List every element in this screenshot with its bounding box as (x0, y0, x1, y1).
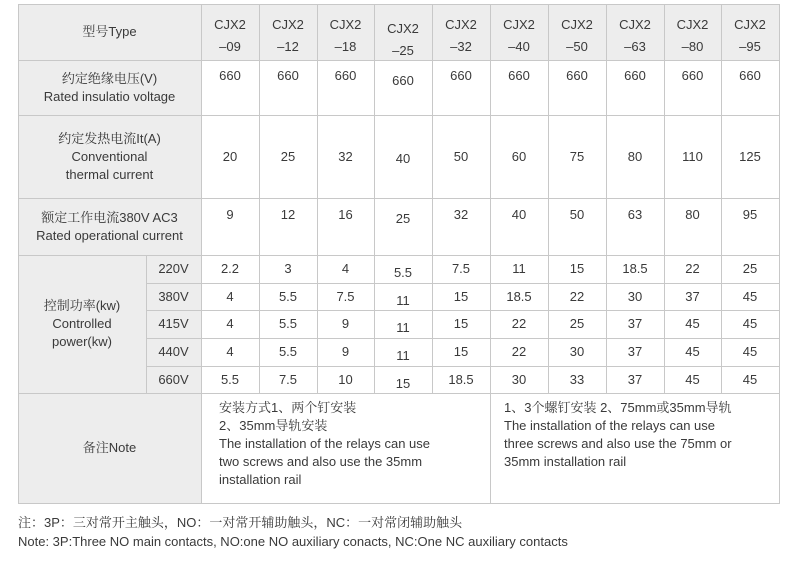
value-cell: 32 (453, 207, 469, 222)
value-cell: 75 (569, 148, 585, 164)
model-header (432, 4, 490, 60)
value-cell: 63 (627, 207, 643, 222)
note-left-line: The installation of the relays can use (219, 436, 431, 451)
value-cell: 30 (569, 344, 585, 359)
note-right-line: The installation of the relays can use (504, 418, 716, 433)
row-label-voltage (18, 60, 201, 115)
grid-line (721, 4, 722, 394)
label-en: thermal current (65, 166, 154, 182)
grid-line (606, 4, 607, 394)
model-header (548, 4, 606, 60)
value-cell: 660 (219, 68, 241, 83)
grid-line (146, 283, 780, 284)
value-cell: 11 (512, 261, 526, 276)
note-left-line: two screws and also use the 35mm (219, 454, 423, 469)
footnote-cn: 注：3P：三对常开主触头，NO：一对常开辅助触头，NC：一对常闭辅助触头 (18, 515, 463, 530)
model-suffix: –18 (334, 39, 357, 54)
label-en: Controlled (52, 316, 112, 331)
footnote-en: Note: 3P:Three NO main contacts, NO:one NO auxiliary conacts, NC:One NC auxiliary contacts (18, 534, 568, 549)
label-cn: 控制功率(kw) (43, 298, 121, 313)
value-cell: 18.5 (622, 261, 648, 276)
grid-line (201, 393, 202, 504)
model-header (317, 4, 374, 60)
value-cell: 660 (566, 68, 588, 83)
value-cell: 45 (685, 316, 700, 331)
value-cell: 3 (284, 261, 292, 276)
note-right-line: 1、3个螺钉安装 2、75mm或35mm导轨 (504, 400, 732, 415)
note-label: 备注Note (82, 440, 137, 455)
value-cell: 12 (280, 207, 296, 222)
value-cell: 660 (392, 73, 414, 88)
value-cell: 4 (226, 344, 234, 359)
value-cell: 45 (742, 288, 758, 304)
grid-line (259, 4, 260, 394)
value-cell: 25 (395, 211, 411, 226)
model-header (606, 4, 664, 60)
model-header (201, 4, 259, 60)
value-cell: 15 (569, 261, 585, 276)
value-cell: 660 (624, 68, 646, 83)
label-en: Conventional (71, 148, 148, 164)
value-cell: 80 (627, 148, 643, 164)
model-suffix: –12 (277, 39, 299, 54)
label-en: power(kw) (52, 334, 112, 349)
grid-line (432, 4, 433, 394)
power-voltage-label: 660V (158, 371, 189, 387)
grid-line (18, 115, 780, 116)
value-cell: 40 (395, 150, 411, 166)
grid-line (779, 4, 780, 504)
model-prefix: CJX2 (272, 17, 304, 32)
value-cell: 25 (280, 148, 296, 164)
value-cell: 37 (627, 316, 643, 331)
model-header (664, 4, 721, 60)
note-left-line: 2、35mm导轨安装 (219, 418, 328, 433)
value-cell: 7.5 (336, 288, 355, 304)
value-cell: 30 (511, 371, 527, 387)
value-cell: 20 (222, 148, 238, 164)
value-cell: 2.2 (220, 261, 240, 276)
value-cell: 80 (685, 207, 700, 222)
value-cell: 22 (511, 344, 527, 359)
value-cell: 11 (396, 348, 410, 363)
model-prefix: CJX2 (619, 17, 651, 32)
grid-line (490, 393, 491, 504)
value-cell: 22 (569, 288, 585, 304)
value-cell: 25 (742, 261, 758, 276)
model-prefix: CJX2 (329, 17, 362, 32)
row-label-operational (18, 198, 201, 255)
value-cell: 11 (396, 292, 410, 308)
grid-line (548, 4, 549, 394)
model-header (259, 4, 317, 60)
value-cell: 5.5 (393, 265, 413, 280)
note-left (219, 393, 490, 503)
model-suffix: –95 (739, 39, 761, 54)
grid-line (18, 4, 19, 504)
value-cell: 37 (627, 371, 643, 387)
value-cell: 37 (627, 344, 643, 359)
value-cell: 30 (627, 288, 643, 304)
value-cell: 18.5 (506, 288, 532, 304)
value-cell: 50 (569, 207, 585, 222)
value-cell: 95 (742, 207, 758, 222)
model-suffix: –32 (450, 39, 472, 54)
model-header (490, 4, 548, 60)
grid-line (18, 503, 780, 504)
value-cell: 110 (682, 148, 703, 164)
note-left-line: installation rail (219, 472, 302, 487)
value-cell: 660 (450, 68, 472, 83)
value-cell: 45 (742, 316, 758, 331)
value-cell: 25 (569, 316, 585, 331)
grid-line (664, 4, 665, 394)
value-cell: 22 (685, 261, 700, 276)
model-prefix: CJX2 (387, 21, 419, 36)
value-cell: 5.5 (278, 316, 298, 331)
value-cell: 15 (453, 288, 469, 304)
note-right-line: 35mm installation rail (504, 454, 627, 469)
value-cell: 16 (338, 207, 353, 222)
value-cell: 15 (453, 316, 469, 331)
value-cell: 7.5 (451, 261, 471, 276)
grid-line (18, 255, 780, 256)
model-suffix: –25 (392, 43, 414, 58)
power-voltage-label: 415V (158, 316, 189, 331)
grid-line (317, 4, 318, 394)
note-right-line: three screws and also use the 75mm or (504, 436, 732, 451)
value-cell: 45 (685, 344, 700, 359)
grid-line (146, 366, 780, 367)
row-label-power (18, 255, 146, 393)
value-cell: 50 (453, 148, 469, 164)
value-cell: 660 (508, 68, 530, 83)
value-cell: 660 (277, 68, 299, 83)
value-cell: 10 (338, 371, 353, 387)
model-prefix: CJX2 (734, 17, 766, 32)
value-cell: 125 (739, 148, 761, 164)
power-voltage-label: 220V (158, 261, 189, 276)
value-cell: 22 (511, 316, 527, 331)
model-suffix: –50 (566, 39, 588, 54)
model-header (374, 4, 432, 60)
value-cell: 45 (742, 344, 758, 359)
model-prefix: CJX2 (445, 17, 477, 32)
value-cell: 660 (739, 68, 761, 83)
value-cell: 40 (511, 207, 527, 222)
grid-line (490, 4, 491, 394)
label-cn: 约定发热电流It(A) (58, 130, 161, 146)
value-cell: 660 (334, 68, 357, 83)
value-cell: 5.5 (278, 288, 298, 304)
model-prefix: CJX2 (676, 17, 709, 32)
value-cell: 9 (341, 344, 350, 359)
power-voltage-label: 380V (158, 288, 189, 304)
value-cell: 9 (341, 316, 350, 331)
value-cell: 4 (226, 288, 234, 304)
model-suffix: –63 (624, 39, 646, 54)
grid-line (18, 60, 780, 61)
value-cell: 45 (685, 371, 700, 387)
value-cell: 15 (395, 375, 411, 391)
note-right (504, 393, 779, 503)
value-cell: 5.5 (278, 344, 298, 359)
grid-line (146, 255, 147, 394)
value-cell: 32 (338, 148, 353, 164)
model-suffix: –40 (508, 39, 530, 54)
note-left-line: 安装方式1、两个钉安装 (219, 400, 357, 415)
label-cn: 约定绝缘电压(V) (61, 70, 158, 86)
value-cell: 60 (511, 148, 527, 164)
row-label-thermal (18, 115, 201, 198)
grid-line (18, 393, 780, 394)
model-prefix: CJX2 (503, 17, 535, 32)
value-cell: 7.5 (278, 371, 298, 387)
value-cell: 4 (226, 316, 234, 331)
grid-line (18, 4, 780, 5)
value-cell: 660 (681, 68, 704, 83)
value-cell: 15 (453, 344, 469, 359)
label-cn: 额定工作电流380V AC3 (41, 209, 178, 225)
model-header (721, 4, 779, 60)
grid-line (146, 338, 780, 339)
type-label: 型号Type (82, 24, 137, 39)
value-cell: 37 (685, 288, 700, 304)
model-suffix: –80 (681, 39, 704, 54)
label-en: Rated insulatio voltage (43, 88, 176, 104)
value-cell: 33 (569, 371, 585, 387)
grid-line (18, 198, 780, 199)
grid-line (146, 310, 780, 311)
value-cell: 4 (341, 261, 350, 276)
label-en: Rated operational current (36, 227, 183, 243)
grid-line (201, 4, 202, 394)
value-cell: 9 (226, 207, 234, 222)
model-prefix: CJX2 (214, 17, 246, 32)
value-cell: 45 (742, 371, 758, 387)
grid-line (374, 4, 375, 394)
value-cell: 11 (396, 320, 410, 335)
model-prefix: CJX2 (561, 17, 593, 32)
model-suffix: –09 (219, 39, 241, 54)
value-cell: 5.5 (220, 371, 240, 387)
power-voltage-label: 440V (158, 344, 189, 359)
value-cell: 18.5 (448, 371, 474, 387)
